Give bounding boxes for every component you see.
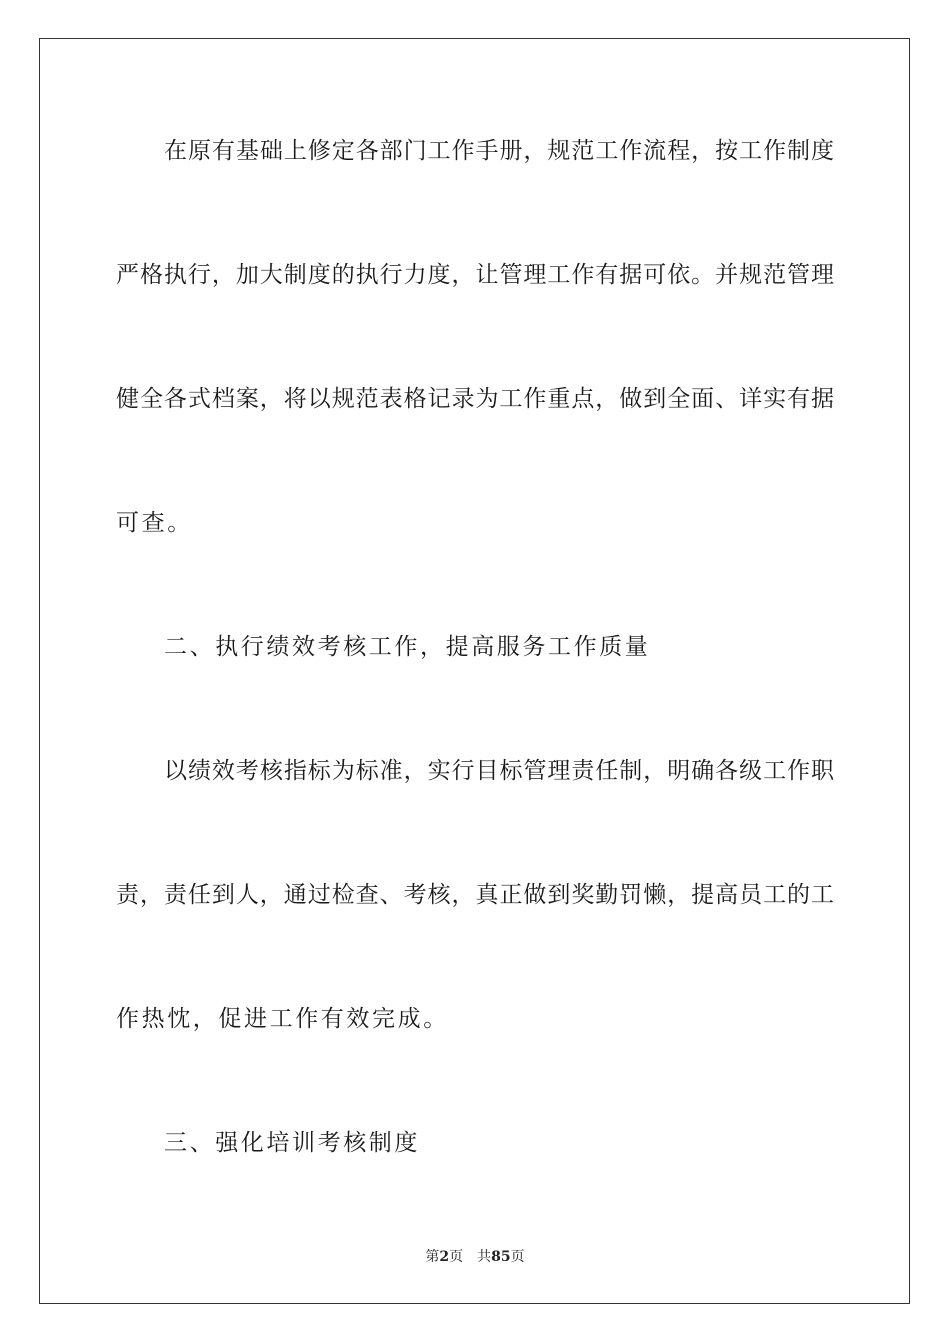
footer-total-pages: 85 [491, 1249, 511, 1265]
footer-page-suffix: 页 [449, 1249, 464, 1265]
footer-page-prefix: 第 [425, 1249, 440, 1265]
section-heading-3: 三、强化培训考核制度 [164, 1130, 420, 1156]
paragraph-line-2: 严格执行，加大制度的执行力度，让管理工作有据可依。并规范管理 [116, 262, 834, 288]
paragraph-line-7: 作热忱，促进工作有效完成。 [116, 1006, 449, 1032]
paragraph-line-5: 以绩效考核指标为标准，实行目标管理责任制，明确各级工作职 [164, 758, 834, 784]
page-footer [0, 1248, 950, 1266]
paragraph-line-6: 责，责任到人，通过检查、考核，真正做到奖勤罚懒，提高员工的工 [116, 882, 834, 908]
section-heading-2: 二、执行绩效考核工作，提高服务工作质量 [164, 634, 651, 660]
page-border [39, 38, 910, 1304]
paragraph-line-3: 健全各式档案，将以规范表格记录为工作重点，做到全面、详实有据 [116, 386, 834, 412]
paragraph-line-4: 可查。 [116, 510, 193, 536]
footer-total-suffix: 页 [510, 1249, 525, 1265]
paragraph-line-1: 在原有基础上修定各部门工作手册，规范工作流程，按工作制度 [164, 138, 834, 164]
footer-page-number: 2 [439, 1249, 450, 1265]
footer-total-prefix: 共 [477, 1249, 492, 1265]
